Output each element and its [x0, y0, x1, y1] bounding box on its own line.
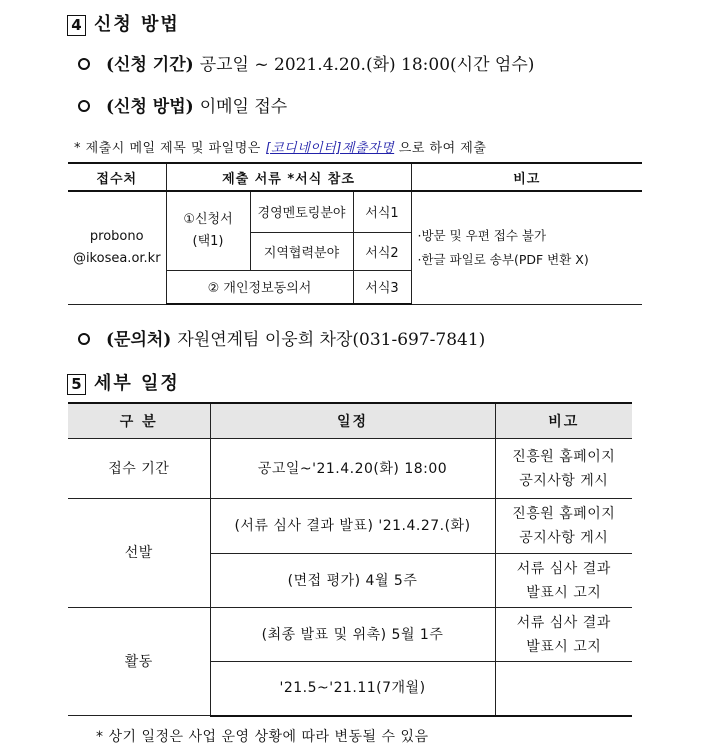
doc-cell: ② 개인정보동의서 — [166, 270, 353, 304]
note-line: 진흥원 홈페이지 — [512, 506, 616, 522]
col-header: 비고 — [411, 163, 642, 191]
section-4-heading — [67, 10, 180, 36]
period-text: 공고일 ~ 2021.4.20.(화) 18:00(시간 엄수) — [199, 55, 535, 75]
inquiry-text: 자원연계팀 이웅희 차장(031-697-7841) — [177, 330, 486, 350]
schedule-cell: (면접 평가) 4월 5주 — [210, 554, 495, 608]
doc-label: ①신청서 — [183, 211, 233, 227]
col-header: 접수처 — [68, 163, 166, 191]
note-line: 발표시 고지 — [526, 584, 602, 601]
contact-cell — [68, 191, 166, 304]
email-part: probono — [89, 228, 144, 244]
note-line: 발표시 고지 — [526, 638, 602, 655]
col-header: 일정 — [210, 403, 495, 439]
section-number: 5 — [67, 374, 86, 395]
table-row — [68, 191, 642, 232]
note-line: 공지사항 게시 — [519, 472, 609, 489]
circle-bullet-icon — [78, 58, 90, 70]
section-number: 4 — [67, 15, 86, 36]
note-suffix: 으로 하여 제출 — [394, 141, 487, 156]
table-header-row — [68, 403, 632, 439]
section-title: 세부 일정 — [94, 373, 180, 394]
doc-label: (택1) — [192, 233, 224, 249]
schedule-note: * 상기 일정은 사업 운영 상황에 따라 변동될 수 있음 — [96, 729, 429, 745]
note-cell — [495, 439, 632, 499]
submission-table — [68, 162, 642, 305]
method-text: 이메일 접수 — [199, 97, 288, 117]
note-prefix: * 제출시 메일 제목 및 파일명은 — [74, 141, 266, 156]
category-cell: 선발 — [68, 499, 210, 608]
remark-cell — [411, 191, 642, 304]
section-5-heading — [67, 369, 180, 395]
table-row — [68, 608, 632, 662]
circle-bullet-icon — [78, 333, 90, 345]
section-title: 신청 방법 — [94, 14, 180, 35]
apply-method-line — [78, 92, 287, 117]
submission-note — [74, 137, 486, 156]
form-cell: 서식2 — [353, 232, 411, 270]
note-line: 서류 심사 결과 — [516, 560, 611, 577]
col-header: 구 분 — [68, 403, 210, 439]
col-header: 제출 서류 *서식 참조 — [166, 163, 411, 191]
note-cell — [495, 662, 632, 716]
field-cell: 지역협력분야 — [250, 232, 353, 270]
table-header-row — [68, 163, 642, 191]
table-row — [68, 439, 632, 499]
schedule-cell: '21.5~'21.11(7개월) — [210, 662, 495, 716]
note-cell — [495, 608, 632, 662]
form-cell: 서식3 — [353, 270, 411, 304]
col-header: 비고 — [495, 403, 632, 439]
email-part: @ikosea.or.kr — [72, 250, 161, 266]
category-cell: 접수 기간 — [68, 439, 210, 499]
inquiry-label: (문의처) — [106, 330, 172, 350]
remark-line: ·방문 및 우편 접수 불가 — [417, 227, 547, 243]
form-cell: 서식1 — [353, 191, 411, 232]
doc-cell — [166, 191, 250, 270]
remark-line: ·한글 파일로 송부(PDF 변환 X) — [417, 251, 589, 267]
note-line: 서류 심사 결과 — [516, 614, 611, 631]
schedule-cell: (서류 심사 결과 발표) '21.4.27.(화) — [210, 499, 495, 554]
note-line: 공지사항 게시 — [519, 530, 609, 546]
schedule-cell: 공고일~'21.4.20(화) 18:00 — [210, 439, 495, 499]
field-cell: 경영멘토링분야 — [250, 191, 353, 232]
note-line: 진흥원 홈페이지 — [512, 448, 616, 465]
circle-bullet-icon — [78, 100, 90, 112]
schedule-table — [68, 402, 632, 717]
inquiry-line — [78, 325, 485, 350]
note-cell — [495, 499, 632, 554]
table-row — [68, 499, 632, 554]
category-cell: 활동 — [68, 608, 210, 716]
apply-period-line — [78, 50, 534, 75]
method-label: (신청 방법) — [106, 97, 194, 117]
period-label: (신청 기간) — [106, 55, 194, 75]
note-cell — [495, 554, 632, 608]
filename-format: [코디네이터]제출자명 — [265, 141, 395, 156]
schedule-cell: (최종 발표 및 위촉) 5월 1주 — [210, 608, 495, 662]
